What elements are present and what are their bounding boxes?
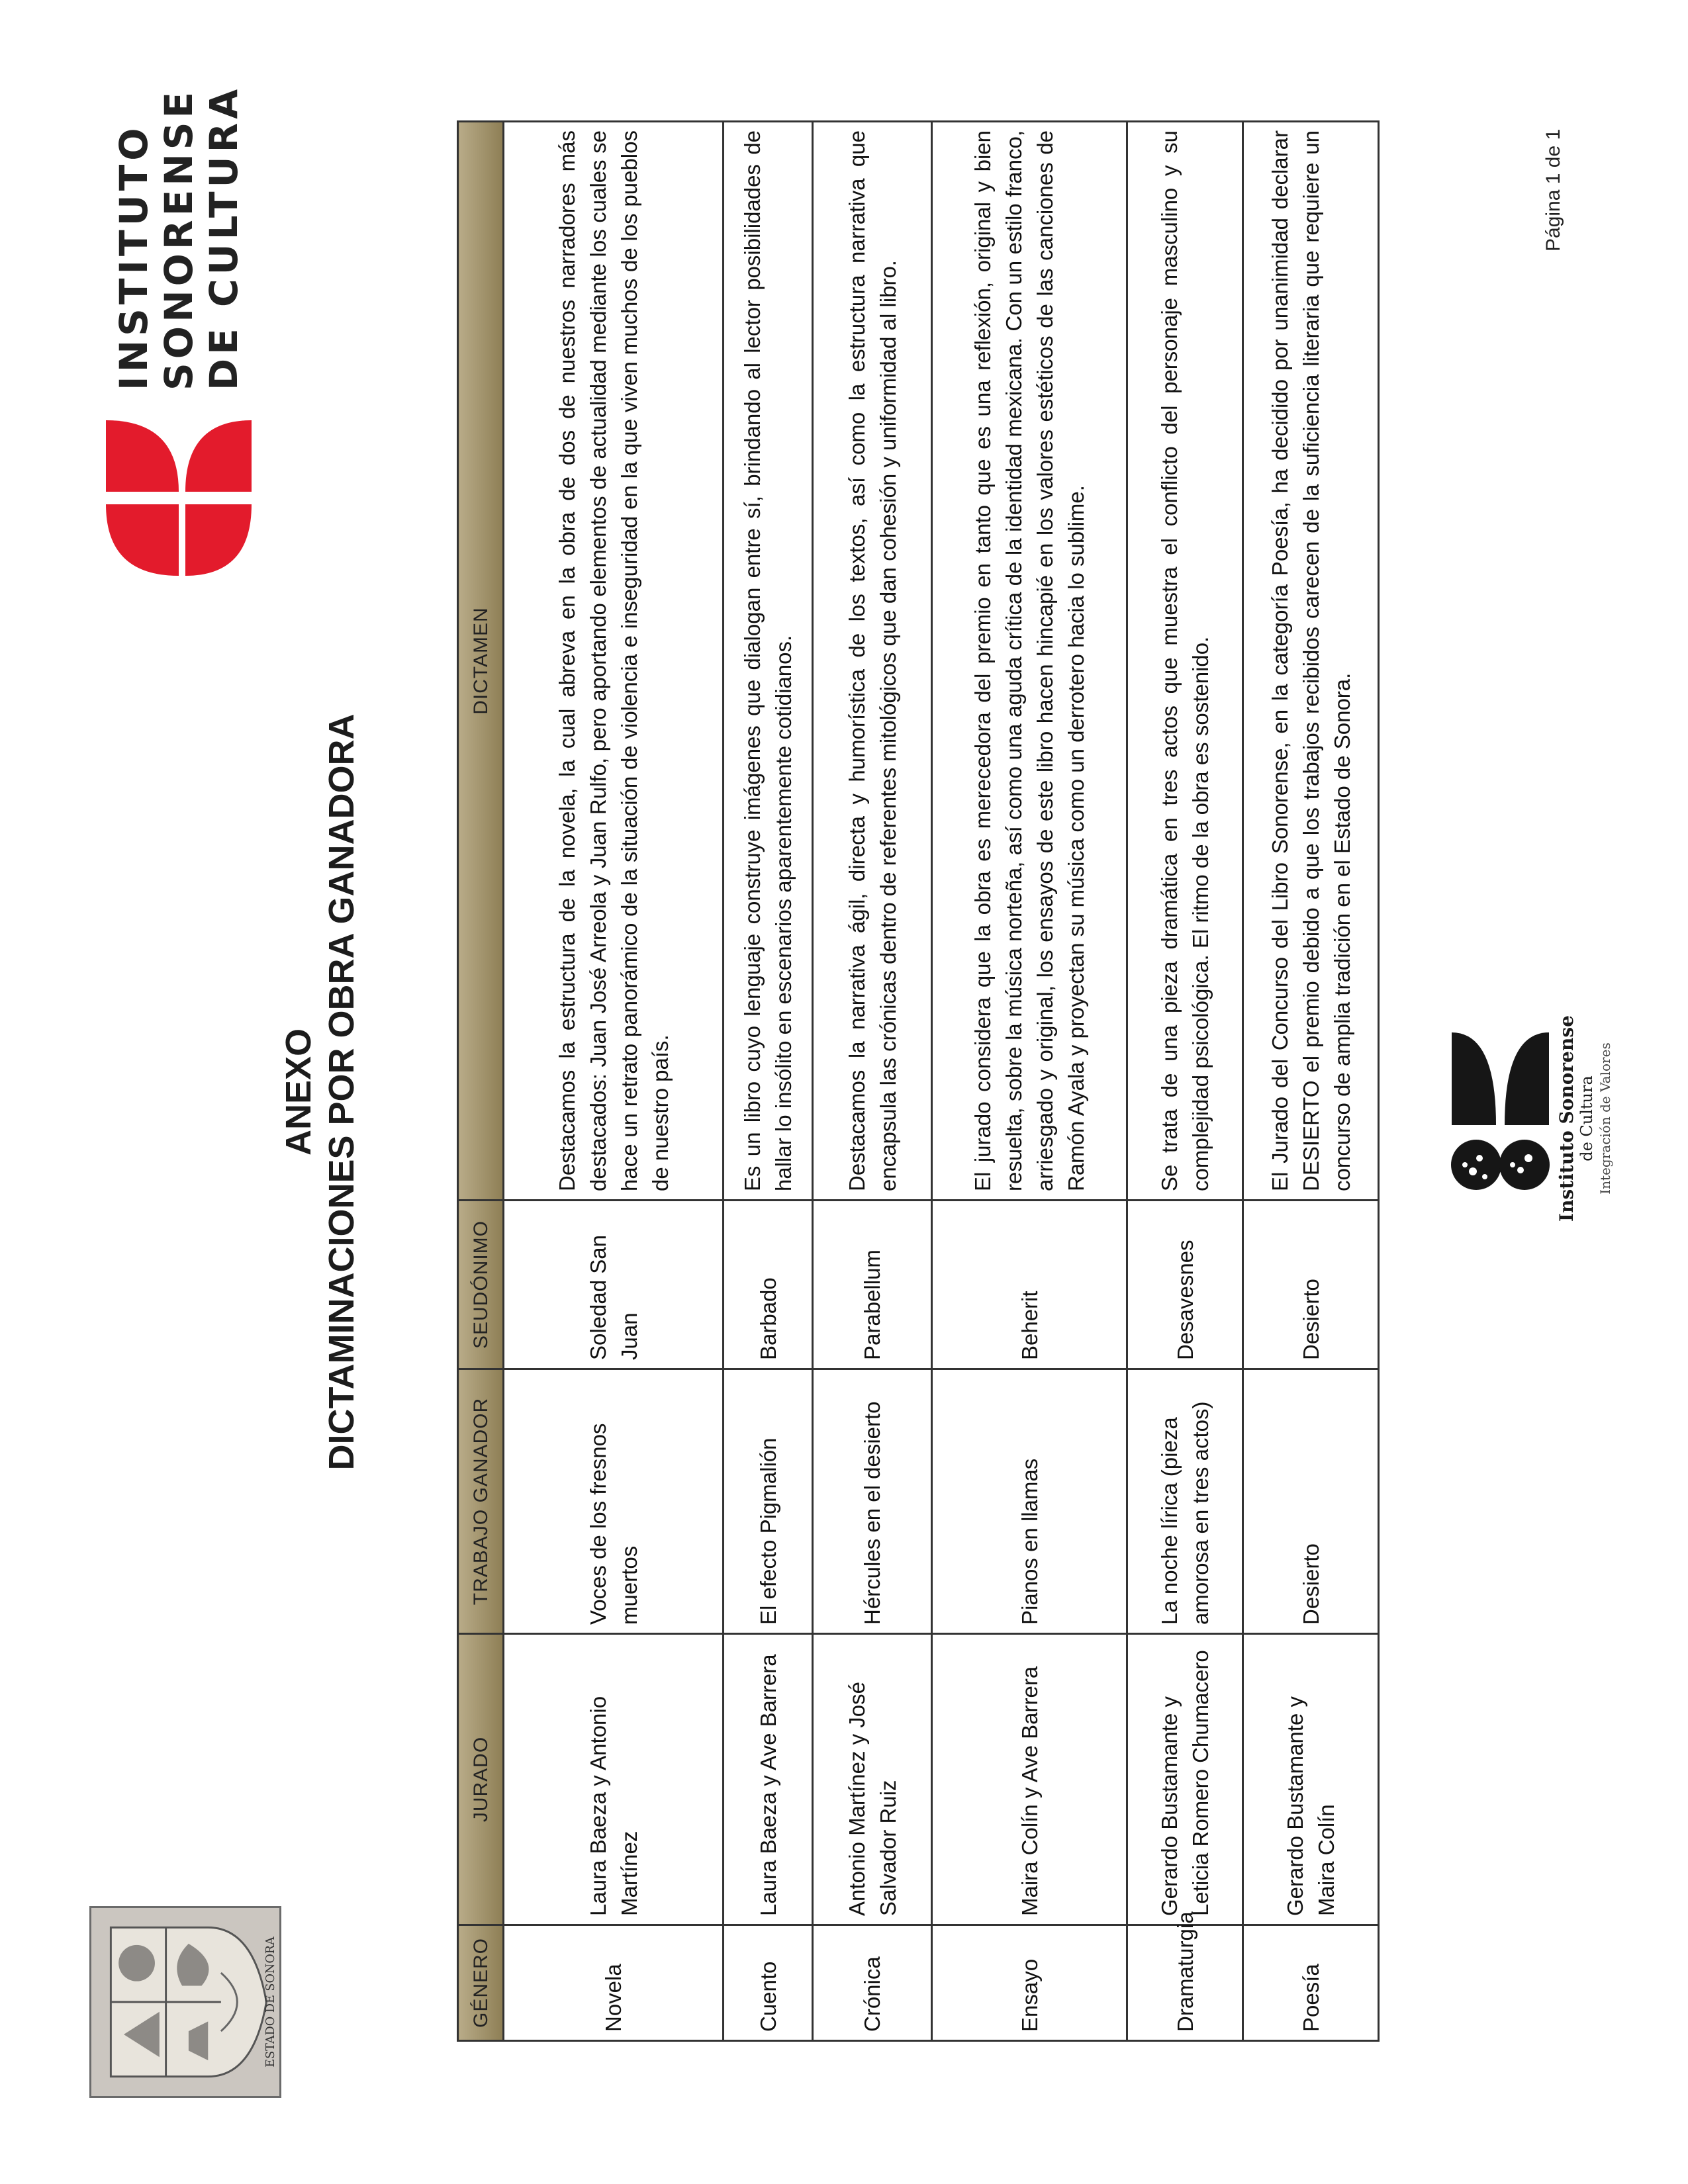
cell-seudonimo: Parabellum xyxy=(813,1201,932,1369)
table-row xyxy=(813,122,932,2041)
cell-jurado: Gerardo Bustamante y Leticia Romero Chumacero xyxy=(1127,1634,1243,1925)
institute-stamp xyxy=(1446,999,1625,1238)
institute-name-line-3: DE CULTURA xyxy=(201,85,246,390)
header-dictamen: DICTAMEN xyxy=(458,122,504,1201)
cell-trabajo: Hércules en el desierto xyxy=(813,1369,932,1634)
table-row xyxy=(724,122,813,2041)
cell-seudonimo: Beherit xyxy=(932,1201,1127,1369)
page-subtitle: DICTAMINACIONES POR OBRA GANADORA xyxy=(322,713,361,1471)
header-trabajo: TRABAJO GANADOR xyxy=(458,1369,504,1634)
seal-caption: ESTADO DE SONORA xyxy=(264,1936,278,2068)
cell-dictamen: El Jurado del Concurso del Libro Sonorense, en la categoría Poesía, ha decidido por unanimidad declarar DESIERTO el premio debido a que los trabajos recibidos carecen de la suficiencia literaria que requiere un concurso de amplia tradición en el Estado de Sonora. xyxy=(1243,122,1379,1201)
coat-of-arms-icon xyxy=(91,1908,279,2096)
cell-genero: Crónica xyxy=(813,1925,932,2041)
cell-trabajo: El efecto Pigmalión xyxy=(724,1369,813,1634)
cell-jurado: Gerardo Bustamante y Maira Colín xyxy=(1243,1634,1379,1925)
dictamen-table xyxy=(457,120,1380,2042)
cell-jurado: Laura Baeza y Ave Barrera xyxy=(724,1634,813,1925)
cell-dictamen: Se trata de una pieza dramática en tres actos que muestra el conflicto del personaje masculino y su complejidad psicológica. El ritmo de la obra es sostenido. xyxy=(1127,122,1243,1201)
cell-genero: Poesía xyxy=(1243,1925,1379,2041)
page-title: ANEXO xyxy=(279,1028,318,1156)
table-row xyxy=(504,122,724,2041)
stamp-line-1: Instituto Sonorense xyxy=(1556,1015,1577,1222)
institute-name-line-2: SONORENSE xyxy=(156,87,201,390)
cell-seudonimo: Desierto xyxy=(1243,1201,1379,1369)
cell-seudonimo: Barbado xyxy=(724,1201,813,1369)
cell-dictamen: El jurado considera que la obra es merecedora del premio en tanto que es una reflexión, original y bien resuelta, sobre la música norteña, así como una aguda crítica de la identidad mexicana. Con un estilo franco, arriesgado y original, los ensayos de este libro hacen hincapié en los valores estéticos de las canciones de Ramón Ayala y proyectan su música como un derrotero hacia lo sublime. xyxy=(932,122,1127,1201)
table-header-row xyxy=(458,122,504,2041)
cell-jurado: Maira Colín y Ave Barrera xyxy=(932,1634,1127,1925)
institute-name-line-1: INSTITUTO xyxy=(111,124,156,390)
cell-genero: Novela xyxy=(504,1925,724,2041)
cell-genero: Cuento xyxy=(724,1925,813,2041)
institute-name xyxy=(111,85,246,390)
stamp-line-2: de Cultura xyxy=(1577,1075,1596,1161)
header-genero: GÉNERO xyxy=(458,1925,504,2041)
stamp-logo-icon xyxy=(1446,1019,1552,1211)
table-row xyxy=(932,122,1127,2041)
header-seudonimo: SEUDÓNIMO xyxy=(458,1201,504,1369)
state-seal xyxy=(89,1906,281,2098)
cell-dictamen: Destacamos la narrativa ágil, directa y humorística de los textos, así como la estructura narrativa que encapsula las crónicas dentro de referentes mitológicos que dan cohesión y uniformidad al libro. xyxy=(813,122,932,1201)
cell-genero: Dramaturgia xyxy=(1127,1925,1243,2041)
cell-trabajo: Voces de los fresnos muertos xyxy=(504,1369,724,1634)
cell-trabajo: Pianos en llamas xyxy=(932,1369,1127,1634)
stamp-line-3: Integración de Valores xyxy=(1597,1042,1613,1195)
cell-dictamen: Destacamos la estructura de la novela, la cual abreva en la obra de dos de nuestros narradores más destacados: Juan José Arreola y Juan Rulfo, pero aportando elementos de actualidad mediante los cuales se hace un retrato panorámico de la situación de violencia e inseguridad en la que viven muchos de los pueblos de nuestro país. xyxy=(504,122,724,1201)
institute-logo-icon xyxy=(99,414,258,582)
table-row xyxy=(1127,122,1243,2041)
cell-seudonimo: Soledad San Juan xyxy=(504,1201,724,1369)
cell-trabajo: La noche lírica (pieza amorosa en tres actos) xyxy=(1127,1369,1243,1634)
header-jurado: JURADO xyxy=(458,1634,504,1925)
institute-logo xyxy=(99,85,258,582)
cell-jurado: Antonio Martínez y José Salvador Ruiz xyxy=(813,1634,932,1925)
cell-jurado: Laura Baeza y Antonio Martínez xyxy=(504,1634,724,1925)
cell-dictamen: Es un libro cuyo lenguaje construye imágenes que dialogan entre sí, brindando al lector posibilidades de hallar lo insólito en escenarios aparentemente cotidianos. xyxy=(724,122,813,1201)
table-row xyxy=(1243,122,1379,2041)
cell-genero: Ensayo xyxy=(932,1925,1127,2041)
cell-trabajo: Desierto xyxy=(1243,1369,1379,1634)
page-number: Página 1 de 1 xyxy=(1542,128,1564,251)
cell-seudonimo: Desavesnes xyxy=(1127,1201,1243,1369)
